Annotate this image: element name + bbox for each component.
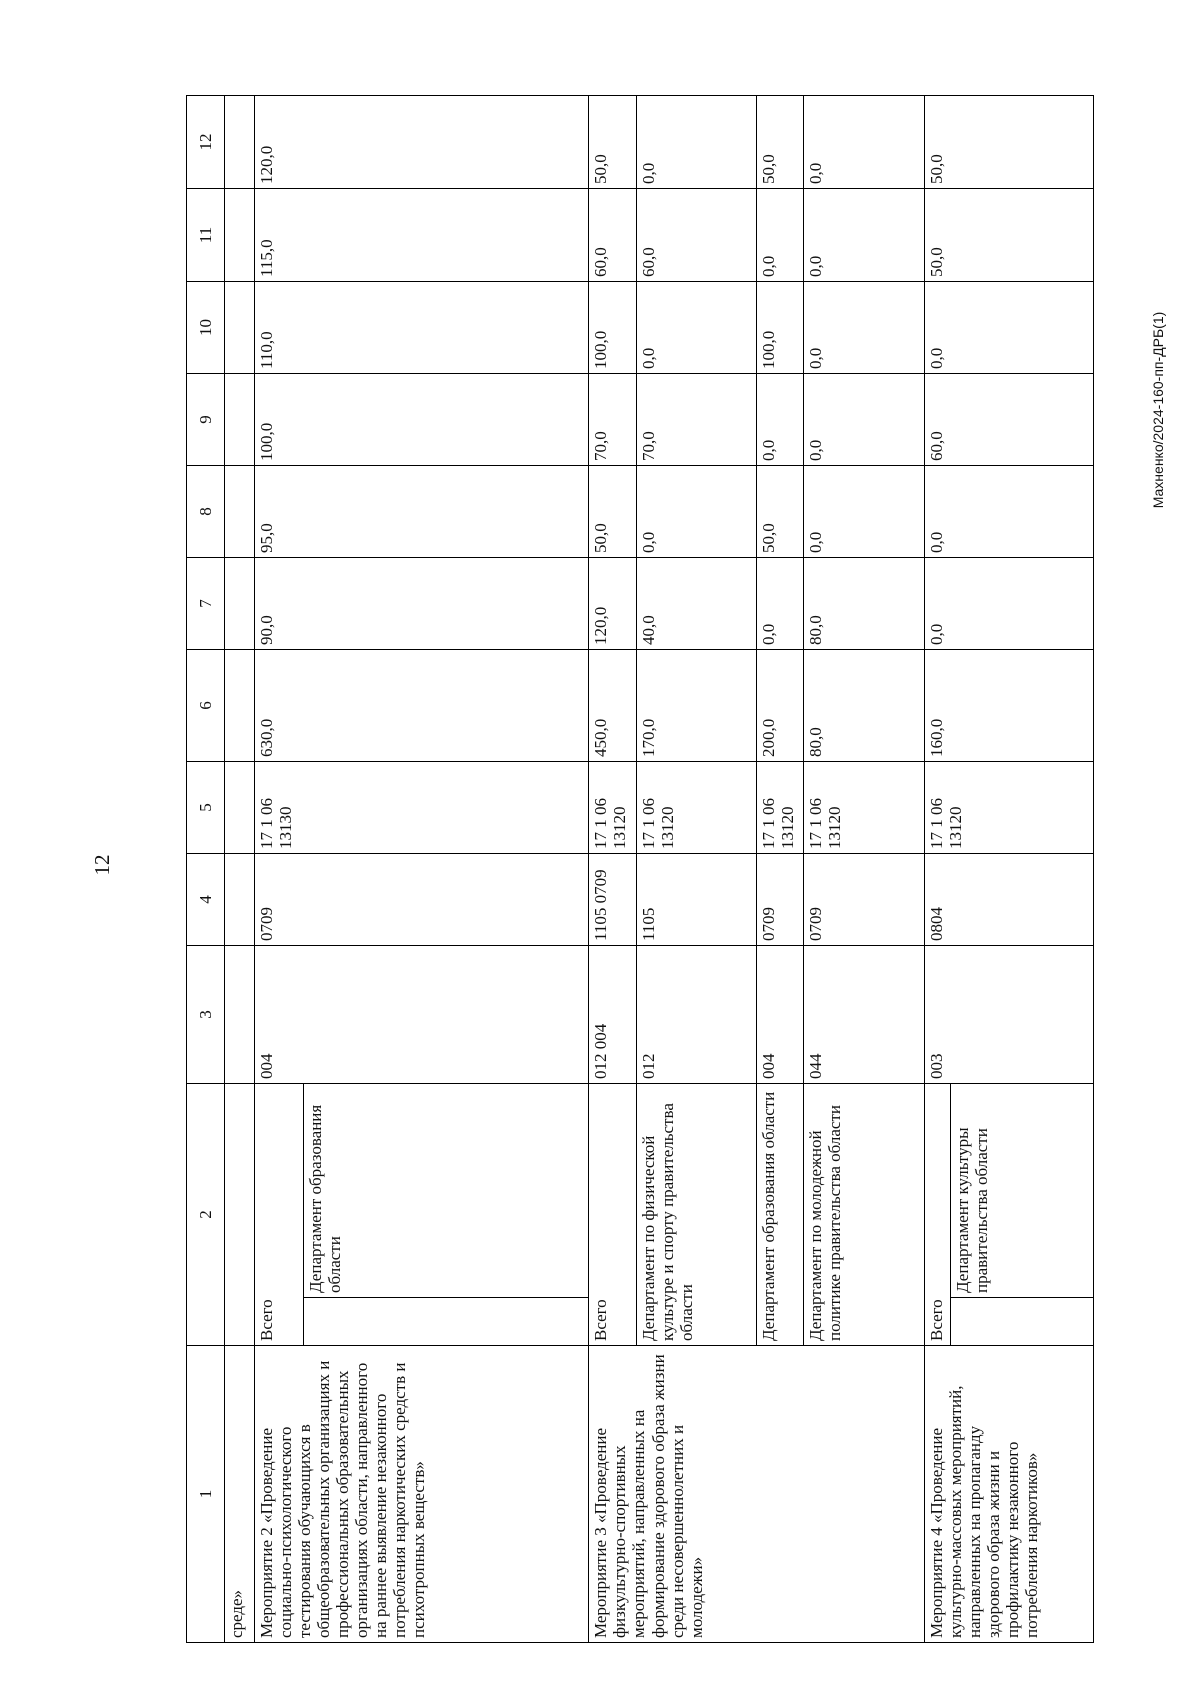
col-header-8: 8 bbox=[187, 466, 225, 558]
col-header-5: 5 bbox=[187, 762, 225, 854]
col-header-7: 7 bbox=[187, 558, 225, 650]
measure-2-title: Мероприятие 2 «Проведение социально-психологического тестирования обучающихся в общеобразовательных организациях и профессиональных образовательных организациях области, направленного на раннее выявление незаконного потребления наркотических средств и психотропных веществ» bbox=[254, 1346, 588, 1643]
footer-code: Махненко/2024-160-пп-ДРБ(1) bbox=[1150, 311, 1166, 509]
col-header-2: 2 bbox=[187, 1084, 225, 1346]
table-row: Мероприятие 2 «Проведение социально-психологического тестирования обучающихся в общеобразовательных организациях и профессиональных образовательных организациях области, направленного на раннее выявление незаконного потребления наркотических средств и психотропных веществ» Всего 004 0709 17 1 06 13130 630,0 90,0 95,0 100,0 110,0 115,0 120,0 bbox=[254, 96, 303, 1643]
measure-3-title: Мероприятие 3 «Проведение физкультурно-спортивных мероприятий, направленных на формирование здорового образа жизни среди несовершеннолетних и молодежи» bbox=[589, 1346, 925, 1643]
col-header-3: 3 bbox=[187, 946, 225, 1084]
table-row: Департамент по физической культуре и спорту правительства области 012 1105 17 1 06 13120 170,0 40,0 0,0 70,0 0,0 60,0 0,0 bbox=[636, 96, 757, 1643]
col-header-11: 11 bbox=[187, 189, 225, 282]
budget-table bbox=[186, 95, 1094, 1643]
col-header-12: 12 bbox=[187, 96, 225, 189]
table-row: Мероприятие 3 «Проведение физкультурно-спортивных мероприятий, направленных на формирование здорового образа жизни среди несовершеннолетних и молодежи» Всего 012 004 1105 0709 17 1 06 13120 450,0 120,0 50,0 70,0 100,0 60,0 50,0 bbox=[589, 96, 636, 1643]
table-row: Департамент образования области 004 0709 17 1 06 13120 200,0 0,0 50,0 0,0 100,0 0,0 50,0 bbox=[757, 96, 804, 1643]
stub-cell: среде» bbox=[225, 1346, 255, 1643]
measure-2-dept: Департамент образования области bbox=[304, 1084, 589, 1298]
measure-4-dept: Департамент культуры правительства области bbox=[951, 1084, 1094, 1298]
col-header-10: 10 bbox=[187, 282, 225, 374]
page-number: 12 bbox=[90, 854, 114, 876]
col-header-1: 1 bbox=[187, 1346, 225, 1643]
rotated-table-container bbox=[186, 106, 1094, 1643]
table-row: Мероприятие 4 «Проведение культурно-массовых мероприятий, направленных на пропаганду здорового образа жизни и профилактику незаконного потребления наркотиков» Всего 003 0804 17 1 06 13120 160,0 0,0 0,0 60,0 0,0 50,0 50,0 bbox=[925, 96, 951, 1643]
header-row bbox=[187, 96, 225, 1643]
col-header-4: 4 bbox=[187, 854, 225, 946]
table-row bbox=[225, 96, 255, 1643]
table-row: Департамент по молодежной политике правительства области 044 0709 17 1 06 13120 80,0 80,0 0,0 0,0 0,0 0,0 0,0 bbox=[804, 96, 925, 1643]
measure-4-title: Мероприятие 4 «Проведение культурно-массовых мероприятий, направленных на пропаганду здорового образа жизни и профилактику незаконного потребления наркотиков» bbox=[925, 1346, 1094, 1643]
col-header-6: 6 bbox=[187, 650, 225, 762]
col-header-9: 9 bbox=[187, 374, 225, 466]
